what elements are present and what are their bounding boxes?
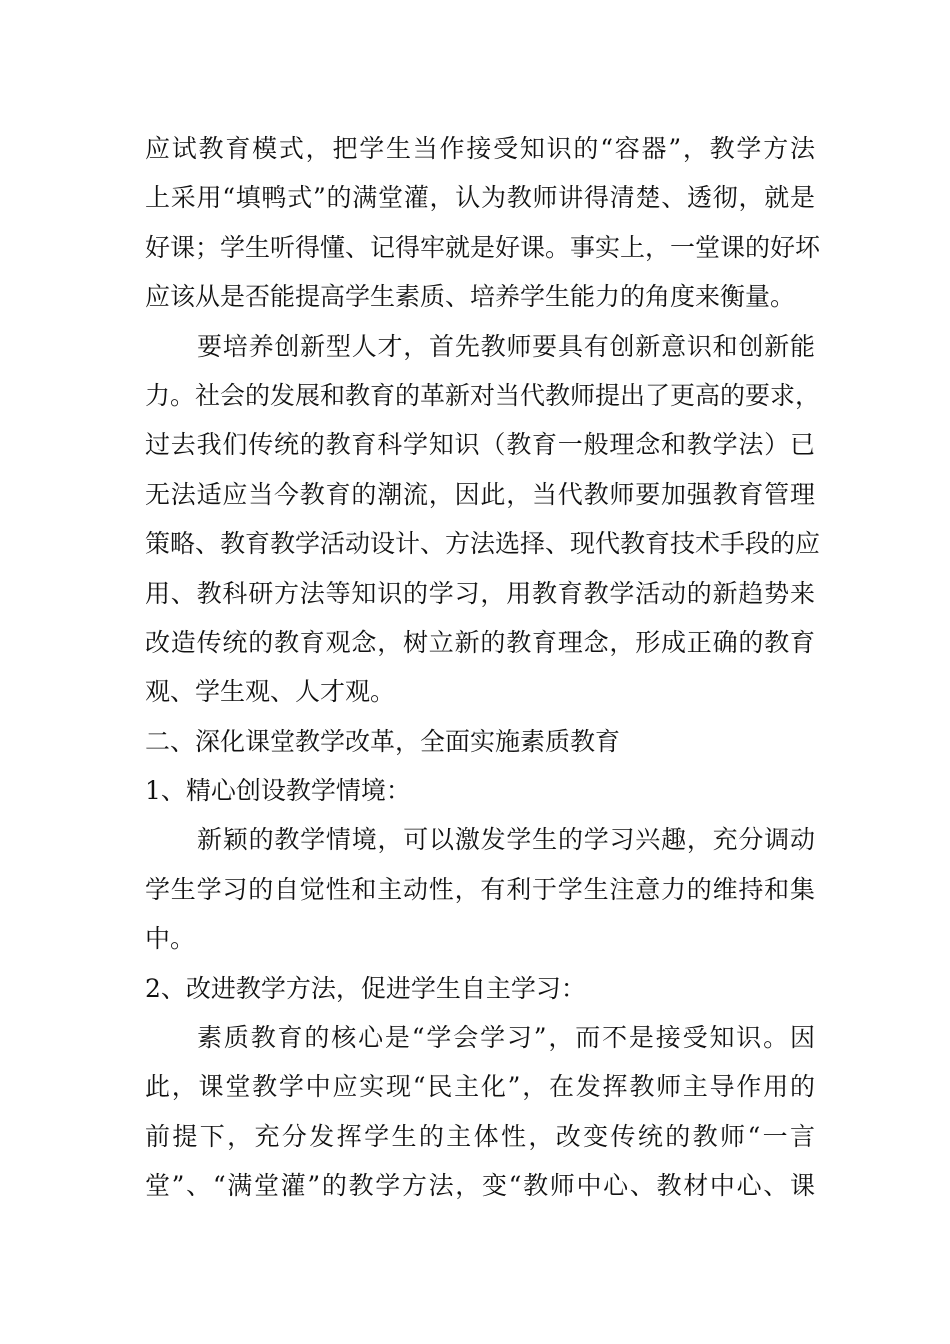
text-line: 用、教科研方法等知识的学习，用教育教学活动的新趋势来 — [145, 578, 815, 608]
text-line: 要培养创新型人才，首先教师要具有创新意识和创新能 — [197, 331, 815, 361]
text-line: 应该从是否能提高学生素质、培养学生能力的角度来衡量。 — [145, 282, 796, 312]
text-line: 策略、教育教学活动设计、方法选择、现代教育技术手段的应 — [145, 529, 821, 559]
section-heading: 二、深化课堂教学改革，全面实施素质教育 — [145, 726, 621, 756]
text-line: 新颖的教学情境，可以激发学生的学习兴趣，充分调动 — [197, 825, 815, 855]
text-line: 观、学生观、人才观。 — [145, 677, 396, 707]
text-line: 改造传统的教育观念，树立新的教育理念，形成正确的教育 — [145, 627, 815, 657]
text-line: 中。 — [145, 924, 196, 954]
text-line: 应试教育模式，把学生当作接受知识的“容器”，教学方法 — [145, 134, 815, 163]
body-text — [145, 124, 821, 1211]
text-line: 过去我们传统的教育科学知识（教育一般理念和教学法）已 — [145, 430, 815, 460]
subsection-heading: 1、精心创设教学情境： — [145, 776, 411, 806]
text-line: 好课；学生听得懂、记得牢就是好课。事实上，一堂课的好坏 — [145, 232, 821, 262]
text-line: 上采用“填鸭式”的满堂灌，认为教师讲得清楚、透彻，就是 — [145, 183, 815, 213]
text-line: 无法适应当今教育的潮流，因此，当代教师要加强教育管理 — [145, 479, 815, 509]
text-line: 素质教育的核心是“学会学习”，而不是接受知识。因 — [197, 1023, 815, 1053]
text-line: 此，课堂教学中应实现“民主化”，在发挥教师主导作用的 — [145, 1072, 815, 1102]
text-line: 堂”、“满堂灌”的教学方法，变“教师中心、教材中心、课 — [145, 1171, 815, 1201]
text-line: 力。社会的发展和教育的革新对当代教师提出了更高的要求， — [145, 380, 821, 410]
text-line: 学生学习的自觉性和主动性，有利于学生注意力的维持和集 — [145, 874, 815, 904]
text-line: 前提下，充分发挥学生的主体性，改变传统的教师“一言 — [145, 1121, 815, 1151]
subsection-heading: 2、改进教学方法，促进学生自主学习： — [145, 973, 586, 1003]
